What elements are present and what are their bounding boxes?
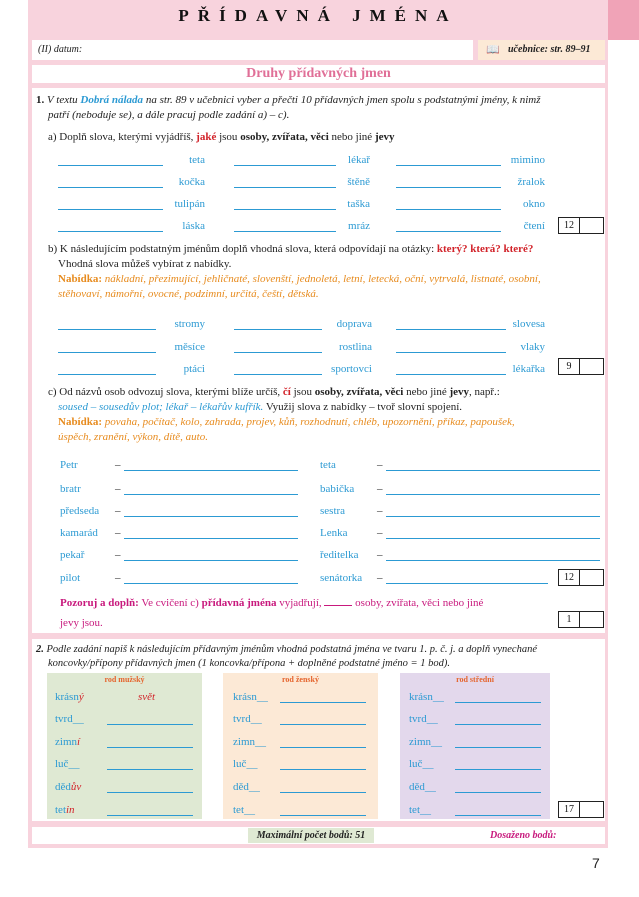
score-b: 9: [559, 359, 580, 374]
adjective-stem-text: tet__: [409, 804, 431, 816]
observe-text-6: jevy jsou.: [60, 617, 103, 629]
b-text-2: Vhodná slova můžeš vybírat z nabídky.: [58, 258, 232, 270]
answer-line[interactable]: [124, 583, 298, 584]
datum-box: [32, 40, 473, 60]
word-a: láska: [182, 220, 205, 232]
score-box-a: [558, 217, 604, 234]
b-offer-2: stěhovaví, námořní, ovocné, podzimní, určitá, čeští, dětská.: [58, 288, 319, 300]
adjective-stem-text: tvrd__: [409, 713, 438, 725]
answer-line[interactable]: [280, 702, 366, 703]
answer-line[interactable]: [280, 792, 366, 793]
adjective-stem: [233, 758, 257, 770]
datum-label: (II) datum:: [38, 44, 83, 55]
person-right: sestra: [320, 505, 346, 517]
c-text-3: osoby, zvířata, věci: [314, 386, 404, 398]
b-offer-1: nákladní, přezimující, jehličnaté, slovenští, jednoletá, letní, letecká, oční, vytrvalá, listnaté, osobní,: [104, 273, 541, 285]
c-text-2: jsou: [293, 386, 312, 398]
c-text-5: jevy: [449, 386, 470, 398]
adjective-stem-text: děd: [55, 781, 71, 793]
b-offer-label: Nabídka:: [58, 273, 103, 285]
adjective-stem: [55, 713, 84, 725]
adjective-stem: [233, 804, 255, 816]
adjective-stem: [233, 691, 268, 703]
answer-line[interactable]: [107, 815, 193, 816]
word-a: teta: [189, 154, 205, 166]
adjective-ending: in: [66, 804, 75, 816]
section-title: Druhy přídavných jmen: [246, 66, 391, 81]
a-jake: jaké: [196, 131, 217, 143]
task-a-instruction: [48, 130, 394, 145]
a-text-5: jevy: [374, 131, 395, 143]
word-a: štěně: [347, 176, 370, 188]
score-box-b: [558, 358, 604, 375]
answer-line[interactable]: [280, 815, 366, 816]
dash-left: –: [115, 549, 121, 561]
word-b: doprava: [336, 318, 372, 330]
word-a: mimino: [510, 154, 545, 166]
person-left: pekař: [60, 549, 85, 561]
a-text-3: osoby, zvířata, věci: [240, 131, 329, 143]
adjective-stem-text: luč__: [55, 758, 80, 770]
dash-left: –: [115, 459, 121, 471]
task-c-instruction: [48, 385, 608, 445]
word-a: taška: [347, 198, 370, 210]
answer-line[interactable]: [124, 494, 298, 495]
person-right: ředitelka: [320, 549, 359, 561]
adjective-stem: [55, 781, 81, 793]
adjective-stem-text: krásn: [55, 691, 79, 703]
adjective-stem-text: luč__: [409, 758, 434, 770]
dash-left: –: [115, 483, 121, 495]
observe-text-2: Ve cvičení c): [141, 597, 199, 609]
achieved-points: Dosaženo bodů:: [490, 830, 557, 841]
person-left: kamarád: [60, 527, 98, 539]
adjective-stem-text: tet: [55, 804, 66, 816]
c-offer-label: Nabídka:: [58, 416, 103, 428]
answer-line[interactable]: [386, 494, 600, 495]
word-b: stromy: [174, 318, 205, 330]
adjective-stem-text: luč__: [233, 758, 258, 770]
answer-line[interactable]: [107, 769, 193, 770]
adjective-stem-text: tet__: [233, 804, 255, 816]
score-box-task2: [558, 801, 604, 818]
word-b: měsíce: [174, 341, 205, 353]
adjective-ending: í: [77, 736, 81, 748]
column-neuter-head: rod střední: [456, 675, 494, 684]
ucebnice-label: učebnice: str. 89–91: [508, 44, 591, 55]
word-a: čtení: [523, 220, 545, 232]
adjective-stem: [233, 781, 260, 793]
answer-line[interactable]: [386, 538, 600, 539]
c-offer-2: úspěch, zranění, výkon, dítě, auto.: [58, 431, 208, 443]
a-text-1: a) Doplň slova, kterými vyjádříš,: [48, 131, 194, 143]
observe-text-4: vyjadřují,: [279, 597, 322, 609]
person-right: teta: [320, 459, 336, 471]
score-a: 12: [559, 218, 580, 233]
answer-line[interactable]: [386, 560, 600, 561]
answer-line[interactable]: [455, 702, 541, 703]
adjective-stem: [409, 736, 442, 748]
c-ci: čí: [282, 386, 291, 398]
c-example: soused – sousedův plot; lékař – lékařův kufřík.: [58, 401, 264, 413]
answer-line[interactable]: [455, 792, 541, 793]
task1-intro: [36, 93, 606, 123]
score-observe: 1: [559, 612, 580, 627]
c-text-4: nebo jiné: [406, 386, 447, 398]
answer-line[interactable]: [386, 470, 600, 471]
c-offer-1: povaha, počítač, kolo, zahrada, projev, kůň, rozhodnutí, chléb, upozornění, příkaz, papoušek,: [104, 416, 515, 428]
ucebnice-box: [478, 40, 605, 60]
answer-line[interactable]: [386, 516, 600, 517]
adjective-stem: [233, 713, 262, 725]
dash-right: –: [377, 549, 383, 561]
adjective-stem: [233, 736, 266, 748]
book-icon: 📖: [486, 44, 500, 56]
adjective-stem: [55, 804, 75, 816]
dash-left: –: [115, 527, 121, 539]
dash-right: –: [377, 505, 383, 517]
word-b: rostlina: [339, 341, 372, 353]
person-right: senátorka: [320, 572, 363, 584]
task2-text-1: Podle zadání napiš k následujícím přídavným jménům vhodná podstatná jména ve tvaru 1. p. č. j. a doplň vynechané: [46, 644, 537, 655]
task1-number: 1.: [36, 94, 45, 106]
dash-right: –: [377, 483, 383, 495]
adjective-stem-text: tvrd__: [55, 713, 84, 725]
intro-b: na str. 89 v učebnici vyber a přečti 10 přídavných jmen spolu s podstatnými jmény, k nimž: [145, 94, 541, 106]
score-box-observe: [558, 611, 604, 628]
score-c: 12: [559, 570, 580, 585]
intro-c: patří (neboduje se), a dále pracuj podle zadání a) – c).: [48, 109, 290, 121]
c-text-7: Využij slova z nabídky – tvoř slovní spojení.: [265, 401, 463, 413]
score-task2: 17: [559, 802, 580, 817]
column-feminine-head: rod ženský: [282, 675, 319, 684]
word-b: vlaky: [520, 341, 545, 353]
answer-line[interactable]: [124, 538, 298, 539]
answer-line[interactable]: [455, 724, 541, 725]
word-a: žralok: [517, 176, 545, 188]
adjective-stem-text: krásn__: [409, 691, 444, 703]
task2-text-2: koncovky/přípony přídavných jmen (1 koncovka/přípona + doplněné podstatné jméno = 1 bod).: [48, 658, 450, 669]
answer-line[interactable]: [280, 724, 366, 725]
person-left: pilot: [60, 572, 81, 584]
answer-line[interactable]: [107, 792, 193, 793]
adjective-stem: [55, 691, 84, 703]
adjective-stem: [409, 781, 436, 793]
page-title: PŘÍDAVNÁ JMÉNA: [178, 6, 458, 25]
person-right: babička: [320, 483, 355, 495]
answer-line[interactable]: [107, 747, 193, 748]
observe-text-3: přídavná jména: [201, 597, 277, 609]
answer-line[interactable]: [386, 583, 548, 584]
answer-line[interactable]: [455, 815, 541, 816]
word-a: tulipán: [174, 198, 205, 210]
answer-line[interactable]: [107, 724, 193, 725]
intro-a: V textu: [47, 94, 78, 106]
adjective-stem-text: děd__: [233, 781, 260, 793]
column-masculine-head: rod mužský: [104, 675, 145, 684]
word-a: lékař: [348, 154, 370, 166]
a-text-2: jsou: [219, 131, 238, 143]
corner-tab: [608, 0, 639, 40]
word-a: mráz: [348, 220, 370, 232]
adjective-stem-text: krásn__: [233, 691, 268, 703]
section-title-box: [32, 65, 605, 83]
adjective-stem-text: zimn: [55, 736, 77, 748]
answer-line[interactable]: [280, 747, 366, 748]
answer-line[interactable]: [124, 516, 298, 517]
adjective-stem-text: tvrd__: [233, 713, 262, 725]
adjective-ending: ý: [78, 691, 84, 703]
adjective-stem-text: zimn__: [233, 736, 266, 748]
dash-left: –: [115, 505, 121, 517]
person-left: Petr: [60, 459, 78, 471]
adjective-stem: [409, 691, 444, 703]
answer-line[interactable]: [455, 769, 541, 770]
word-b: lékařka: [512, 363, 545, 375]
intro-book-title: Dobrá nálada: [80, 94, 144, 106]
person-left: bratr: [60, 483, 81, 495]
dash-left: –: [115, 572, 121, 584]
example-noun: svět: [138, 691, 156, 703]
answer-line[interactable]: [124, 470, 298, 471]
dash-right: –: [377, 572, 383, 584]
adjective-stem: [409, 713, 438, 725]
score-box-c: [558, 569, 604, 586]
person-left: předseda: [60, 505, 100, 517]
word-a: kočka: [178, 176, 205, 188]
answer-line[interactable]: [455, 747, 541, 748]
task2-intro: [36, 643, 606, 671]
task-b-instruction: [48, 242, 608, 302]
answer-line[interactable]: [280, 769, 366, 770]
task2-number: 2.: [36, 644, 44, 655]
observe-label: Pozoruj a doplň:: [60, 597, 139, 609]
adjective-stem: [409, 804, 431, 816]
adjective-stem: [55, 758, 79, 770]
adjective-stem: [55, 736, 80, 748]
word-a: okno: [523, 198, 545, 210]
max-points: Maximální počet bodů: 51: [248, 828, 374, 843]
word-b: slovesa: [512, 318, 545, 330]
word-b: ptáci: [183, 363, 205, 375]
word-b: sportovci: [331, 363, 372, 375]
c-text-1: c) Od názvů osob odvozuj slova, kterými blíže určíš,: [48, 386, 281, 398]
a-text-4: nebo jiné: [331, 131, 373, 143]
observe-text: [60, 596, 550, 635]
observe-text-5: osoby, zvířata, věci nebo jiné: [355, 597, 484, 609]
dash-right: –: [377, 527, 383, 539]
observe-blank[interactable]: [324, 605, 352, 606]
c-text-6: , např.:: [469, 386, 500, 398]
page-number: 7: [592, 855, 600, 871]
adjective-stem-text: zimn__: [409, 736, 442, 748]
person-right: Lenka: [320, 527, 348, 539]
b-questions: který? která? které?: [436, 243, 534, 255]
adjective-stem-text: děd__: [409, 781, 436, 793]
dash-right: –: [377, 459, 383, 471]
answer-line[interactable]: [124, 560, 298, 561]
adjective-stem: [409, 758, 433, 770]
adjective-ending: ův: [70, 781, 82, 793]
b-text-1: b) K následujícím podstatným jménům doplň vhodná slova, která odpovídají na otázky:: [48, 243, 435, 255]
